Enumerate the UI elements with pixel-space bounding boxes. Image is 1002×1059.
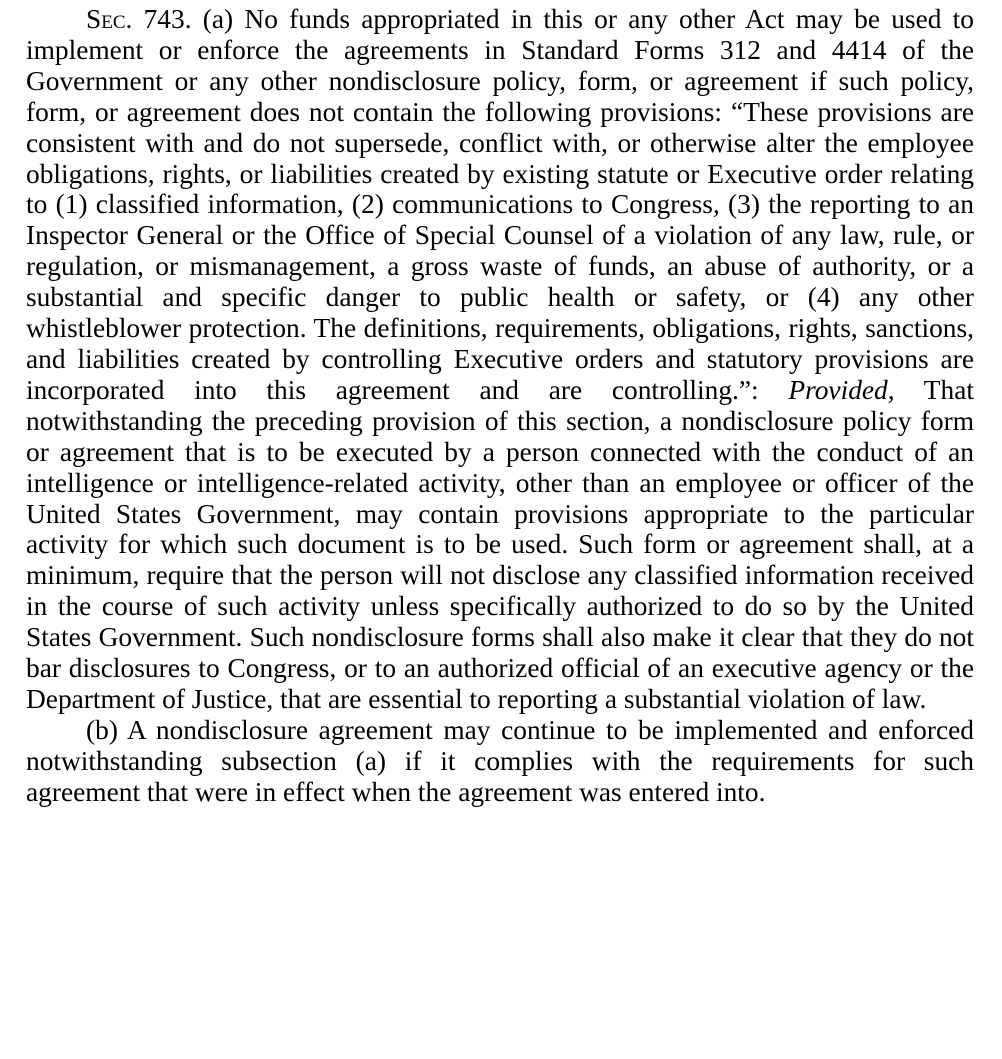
- section-label: Sec.: [86, 4, 133, 34]
- section-number: 743.: [143, 4, 192, 34]
- subsection-b-text: (b) A nondisclosure agreement may continue to be implemented and enforced notwithstanding subsection (a) if it complies with the requirements for such agreement that were in effect when the agreement was entered into.: [26, 714, 974, 807]
- subsection-b-paragraph: [26, 715, 974, 808]
- subsection-a-text: (a) No funds appropriated in this or any other Act may be used to implement or enforce the agreements in Standard Forms 312 and 4414 of the Government or any other nondisclosure policy, form, or agreement if such policy, form, or agreement does not contain the following provisions: “These provisions are consistent with and do not supersede, conflict with, or otherwise alter the employee obligations, rights, or liabilities created by existing statute or Executive order relating to (1) classified information, (2) communications to Congress, (3) the reporting to an Inspector General or the Office of Special Counsel of a violation of any law, rule, or regulation, or mismanagement, a gross waste of funds, an abuse of authority, or a substantial and specific danger to public health or safety, or (4) any other whistleblower protection. The definitions, requirements, obligations, rights, sanctions, and liabilities created by controlling Executive orders and statutory provisions are incorporated into this agreement and are controlling.”:: [26, 4, 974, 405]
- document-page: [26, 4, 974, 808]
- subsection-a-paragraph: [26, 4, 974, 715]
- subsection-a-proviso-text: That notwithstanding the preceding provision of this section, a nondisclosure policy form or agreement that is to be executed by a person connected with the conduct of an intelligence or intelligence-related activity, other than an employee or officer of the United States Government, may contain provisions appropriate to the particular activity for which such document is to be used. Such form or agreement shall, at a minimum, require that the person will not disclose any classified information received in the course of such activity unless specifically authorized to do so by the United States Government. Such nondisclosure forms shall also make it clear that they do not bar disclosures to Congress, or to an authorized official of an executive agency or the Department of Justice, that are essential to reporting a substantial violation of law.: [26, 374, 974, 714]
- proviso-word: Provided,: [788, 374, 895, 405]
